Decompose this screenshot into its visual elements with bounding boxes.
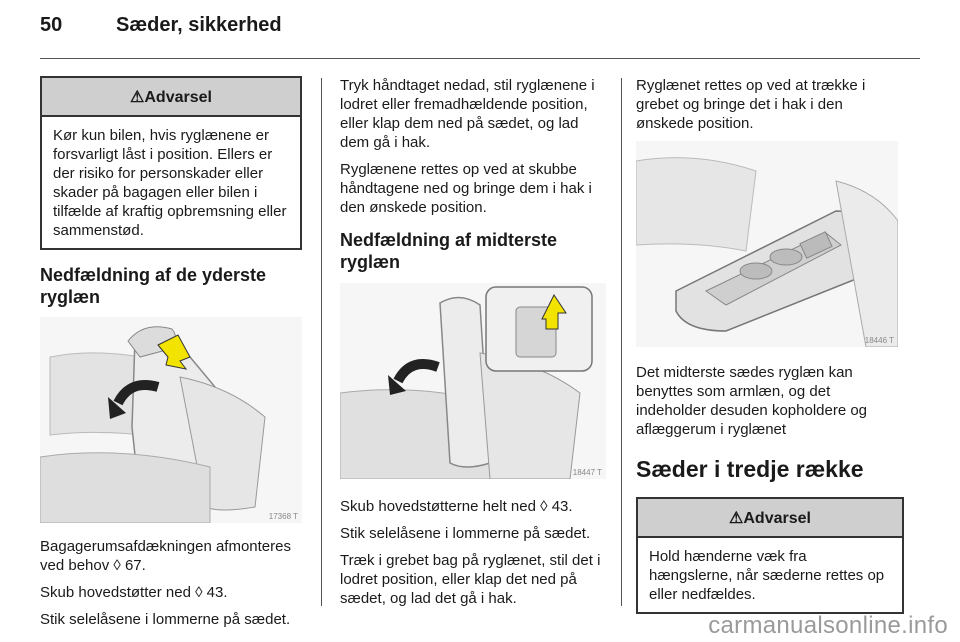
armrest-illustration bbox=[636, 141, 898, 347]
page-header bbox=[40, 14, 282, 37]
header-rule bbox=[40, 58, 920, 59]
warning-header bbox=[42, 78, 300, 117]
page-number: 50 bbox=[40, 14, 63, 36]
page-title: Sæder, sikkerhed bbox=[116, 14, 282, 36]
column-divider bbox=[321, 78, 322, 606]
warning-triangle-icon: ⚠ bbox=[729, 510, 744, 527]
figure-armrest bbox=[636, 141, 898, 347]
figure-number: 18446 T bbox=[864, 336, 894, 345]
paragraph: Bagagerumsafdækningen afmonteres ved behov ◊ 67. bbox=[40, 538, 291, 574]
section-heading: Nedfældning af de yderste ryglæn bbox=[40, 265, 267, 307]
warning-header bbox=[638, 499, 902, 538]
paragraph: Stik selelåsene i lommerne på sædet. bbox=[40, 611, 291, 628]
column-1 bbox=[40, 76, 302, 637]
section-heading: Nedfældning af midterste ryglæn bbox=[340, 230, 558, 272]
paragraph: Tryk håndtaget nedad, stil ryglænene i lodret eller fremadhældende position, eller klap dem ned på sædet, og lad dem gå i hak. bbox=[340, 77, 595, 151]
seat-illustration bbox=[40, 317, 302, 523]
warning-triangle-icon: ⚠ bbox=[130, 89, 145, 106]
warning-body: Kør kun bilen, hvis ryglænene er forsvarligt låst i position. Ellers er der risiko for personskader eller skader på bagagen eller bilen i tilfælde af kraftig opbremsning eller sammenstød. bbox=[53, 127, 287, 239]
paragraph: Ryglænet rettes op ved at trække i grebet og bringe det i hak i den ønskede position. bbox=[636, 77, 866, 132]
paragraph: Ryglænene rettes op ved at skubbe håndtagene ned og bringe dem i hak i den ønskede position. bbox=[340, 161, 592, 216]
figure-number: 17368 T bbox=[268, 512, 298, 521]
figure-middle-backrest bbox=[340, 283, 606, 479]
warning-title: Advarsel bbox=[743, 510, 811, 527]
column-3 bbox=[636, 76, 904, 614]
warning-box bbox=[40, 76, 302, 250]
warning-box bbox=[636, 497, 904, 614]
figure-number: 18447 T bbox=[572, 468, 602, 477]
column-divider bbox=[621, 78, 622, 606]
paragraph: Det midterste sædes ryglæn kan benyttes som armlæn, og det indeholder desuden kopholdere og aflæggerum i ryglænet bbox=[636, 364, 868, 438]
paragraph: Skub hovedstøtter ned ◊ 43. bbox=[40, 584, 228, 601]
figure-outer-backrest bbox=[40, 317, 302, 523]
paragraph: Stik selelåsene i lommerne på sædet. bbox=[340, 525, 591, 542]
paragraph: Skub hovedstøtterne helt ned ◊ 43. bbox=[340, 498, 573, 515]
seat-illustration bbox=[340, 283, 606, 479]
section-heading: Sæder i tredje række bbox=[636, 456, 864, 482]
warning-body: Hold hænderne væk fra hængslerne, når sæderne rettes op eller nedfældes. bbox=[649, 548, 885, 603]
watermark: carmanualsonline.info bbox=[708, 612, 948, 639]
paragraph: Træk i grebet bag på ryglænet, stil det i lodret position, eller klap det ned på sædet, og lad det gå i hak. bbox=[340, 552, 601, 607]
column-2 bbox=[340, 76, 606, 616]
warning-title: Advarsel bbox=[144, 89, 212, 106]
